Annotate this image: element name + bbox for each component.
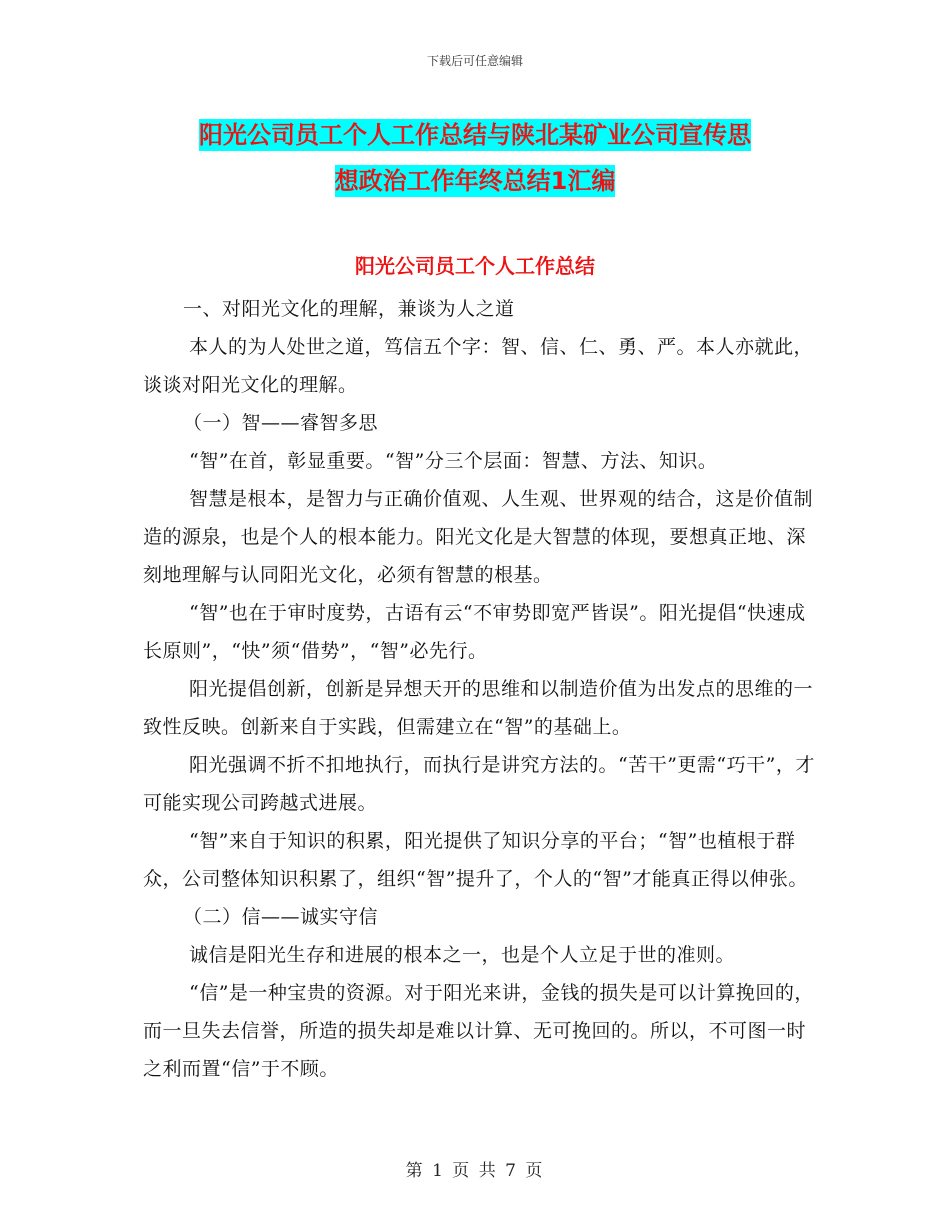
document-title-line-2: 想政治工作年终总结1汇编 <box>334 167 616 195</box>
paragraph: “信”是一种宝贵的资源。对于阳光来讲，金钱的损失是可以计算挽回的，而一旦失去信誉，所造的损失却是难以计算、无可挽回的。所以，不可图一时之利而置“信”于不顾。 <box>143 982 814 1080</box>
paragraph: “智”来自于知识的积累，阳光提供了知识分享的平台；“智”也植根于群众，公司整体知识积累了，组织“智”提升了，个人的“智”才能真正得以伸张。 <box>143 830 808 890</box>
subheading-wisdom: （一）智——睿智多思 <box>183 412 379 434</box>
heading-part-1: 一、对阳光文化的理解，兼谈为人之道 <box>183 298 515 320</box>
paragraph: “智”在首，彰显重要。“智”分三个层面：智慧、方法、知识。 <box>189 450 718 472</box>
paragraph: 本人的为人处世之道，笃信五个字：智、信、仁、勇、严。本人亦就此，谈谈对阳光文化的理解。 <box>143 336 814 396</box>
section-title: 阳光公司员工个人工作总结 <box>355 254 595 278</box>
paragraph: 阳光强调不折不扣地执行，而执行是讲究方法的。“苦干”更需“巧干”，才可能实现公司跨越式进展。 <box>143 754 815 814</box>
page-header-note: 下载后可任意编辑 <box>426 54 523 68</box>
document-title-line-1: 阳光公司员工个人工作总结与陕北某矿业公司宣传思 <box>199 121 751 149</box>
body-text <box>143 290 823 1088</box>
document-title <box>0 112 950 204</box>
paragraph: “智”也在于审时度势，古语有云“不审势即宽严皆误”。阳光提倡“快速成长原则”，“快”须“借势”，“智”必先行。 <box>143 602 806 662</box>
subheading-trust: （二）信——诚实守信 <box>183 906 379 928</box>
page-number: 第 1 页 共 7 页 <box>405 1161 545 1181</box>
paragraph: 阳光提倡创新，创新是异想天开的思维和以制造价值为出发点的思维的一致性反映。创新来自于实践，但需建立在“智”的基础上。 <box>143 678 814 738</box>
paragraph: 智慧是根本，是智力与正确价值观、人生观、世界观的结合，这是价值制造的源泉，也是个人的根本能力。阳光文化是大智慧的体现，要想真正地、深刻地理解与认同阳光文化，必须有智慧的根基。 <box>143 488 814 586</box>
paragraph: 诚信是阳光生存和进展的根本之一，也是个人立足于世的准则。 <box>189 944 736 966</box>
